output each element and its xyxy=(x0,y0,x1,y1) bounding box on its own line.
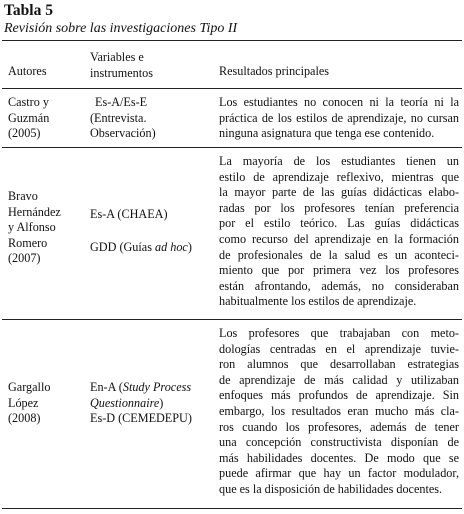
table-row-results: La mayoría de los estudiantes tienen un estilo de aprendizaje reflexivo, mientras que la mayor parte de las guías didácticas elabo- radas por los profesores tenían preferencia por el estilo teórico. Las guías didácticas como recurso del aprendizaje en la formación de profesionales de la salud es un aconteci- miento que por primera vez los profesores están afrontando, además, no consideraban habitualmente los estilos de aprendizaje. xyxy=(219,154,459,309)
table-row-variables: En-A (Study Process Questionnaire) Es-D (CEMEDEPU) xyxy=(90,380,192,426)
table-title: Tabla 5 xyxy=(4,2,53,19)
header-authors: Autores xyxy=(8,64,47,78)
top-rule xyxy=(2,40,462,41)
header-results: Resultados principales xyxy=(219,64,330,78)
table-row-authors: Castro y Guzmán (2005) xyxy=(8,95,50,141)
table-row-variables: Es-A/Es-E (Entrevista. Observación) xyxy=(90,95,156,141)
row-divider xyxy=(2,319,462,320)
table-row-authors: Bravo Hernández y Alfonso Romero (2007) xyxy=(8,189,61,266)
header-variables: Variables e instrumentos xyxy=(90,50,153,80)
table-subtitle: Revisión sobre las investigaciones Tipo II xyxy=(4,21,238,36)
table-row-results: Los estudiantes no conocen ni la teoría ni la práctica de los estilos de aprendizaje, no cursan ninguna asignatura que tenga ese contenido. xyxy=(219,95,459,141)
bottom-rule xyxy=(2,508,462,509)
row-divider xyxy=(2,147,462,148)
table-row-authors: Gargallo López (2008) xyxy=(8,380,51,426)
table-row-results: Los profesores que trabajaban con meto- dologías centradas en el aprendizaje tuvie- ron alumnos que desarrollaban estrategias de aprendizaje de más calidad y utilizaban enfoques más profundos de aprendizaje. Sin embargo, los resultados eran mucho más cla- ros cuando los profesores, además de tener una concepción constructivista disponían de más habilidades docentes. De modo que se puede afirmar que hay un factor modulador, que es la disposición de habilidades docentes. xyxy=(219,326,459,496)
table-row-variables: GDD (Guías ad hoc) xyxy=(90,240,192,254)
table-row-variables: Es-A (CHAEA) xyxy=(90,207,168,221)
header-rule xyxy=(2,88,462,89)
